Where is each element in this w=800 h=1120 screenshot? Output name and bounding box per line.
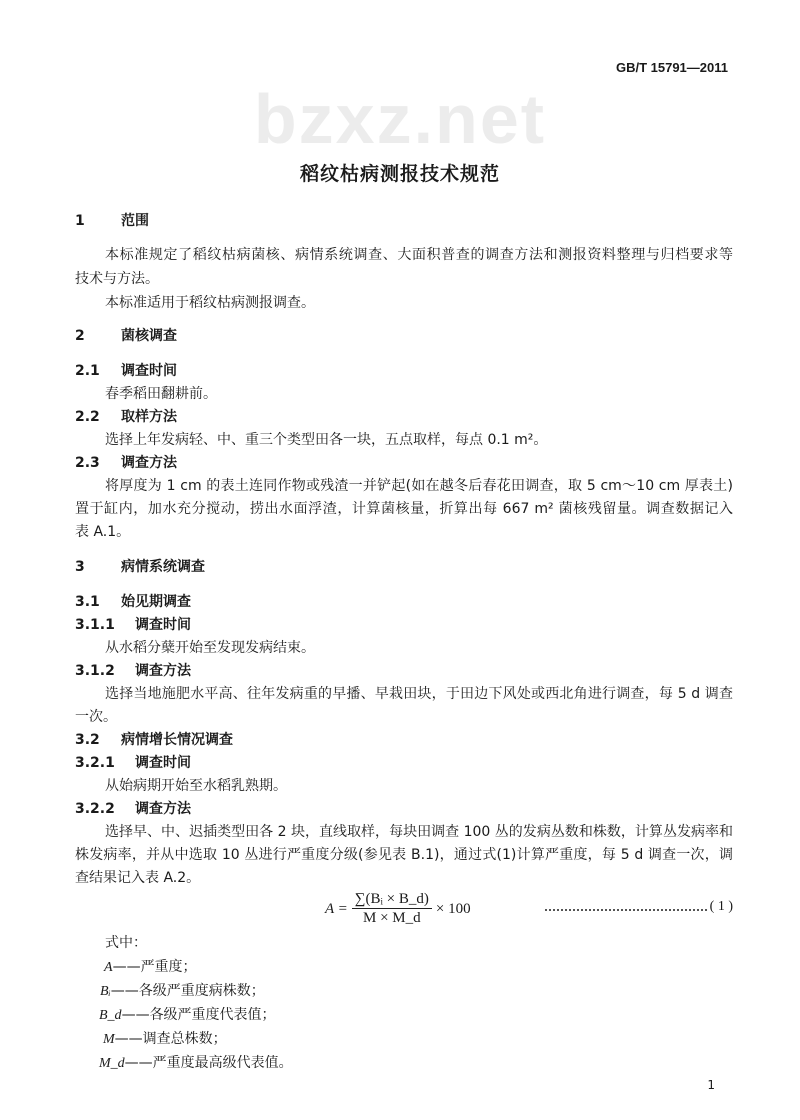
legend-item: B_d——各级严重度代表值； xyxy=(99,1007,276,1023)
legend-item: A——严重度； xyxy=(104,959,197,975)
legend-item: Bᵢ——各级严重度病株数； xyxy=(100,983,265,999)
paragraph: 本标准适用于稻纹枯病测报调查。 xyxy=(105,295,315,311)
standard-number: GB/T 15791—2011 xyxy=(615,60,728,75)
section-3-1-2-heading: 3.1.2 调查方法 xyxy=(75,663,191,679)
legend-intro: 式中： xyxy=(105,935,147,951)
paragraph: 从水稻分蘖开始至发现发病结束。 xyxy=(105,640,315,656)
section-3-1-1-heading: 3.1.1 调查时间 xyxy=(75,617,191,633)
legend-item: M_d——严重度最高级代表值。 xyxy=(99,1055,293,1071)
section-3-1-heading: 3.1 始见期调查 xyxy=(75,594,191,610)
section-2-1-heading: 2.1 调查时间 xyxy=(75,363,177,379)
section-3-2-1-heading: 3.2.1 调查时间 xyxy=(75,755,191,771)
paragraph: 选择上年发病轻、中、重三个类型田各一块，五点取样，每点 0.1 m²。 xyxy=(105,432,548,448)
section-3-heading: 3 病情系统调查 xyxy=(75,559,205,575)
paragraph: 一次。 xyxy=(75,709,117,725)
paragraph: 表 A.1。 xyxy=(75,524,131,540)
paragraph: 春季稻田翻耕前。 xyxy=(105,386,217,402)
section-1-heading: 1 范围 xyxy=(75,213,149,229)
equation-number: ( 1 ) xyxy=(545,898,733,916)
paragraph: 将厚度为 1 cm 的表土连同作物或残渣一并铲起(如在越冬后春花田调查，取 5 cm～10 cm 厚表土) xyxy=(105,478,733,494)
paragraph: 选择当地施肥水平高、往年发病重的早播、早栽田块，于田边下风处或西北角进行调查，每 5 d 调查 xyxy=(105,686,733,702)
paragraph: 技术与方法。 xyxy=(75,271,159,287)
paragraph: 置于缸内，加水充分搅动，捞出水面浮渣，计算菌核量，折算出每 667 m² 菌核残留量。调查数据记入 xyxy=(75,501,733,517)
paragraph: 选择早、中、迟插类型田各 2 块，直线取样，每块田调查 100 丛的发病丛数和株数，计算丛发病率和 xyxy=(105,824,733,840)
paragraph: 本标准规定了稻纹枯病菌核、病情系统调查、大面积普查的调查方法和测报资料整理与归档要求等 xyxy=(105,247,733,263)
section-3-2-2-heading: 3.2.2 调查方法 xyxy=(75,801,191,817)
document-title: 稻纹枯病测报技术规范 xyxy=(299,163,500,185)
paragraph: 查结果记入表 A.2。 xyxy=(75,870,201,886)
paragraph: 株发病率，并从中选取 10 丛进行严重度分级(参见表 B.1)，通过式(1)计算严重度，每 5 d 调查一次，调 xyxy=(75,847,733,863)
legend-item: M——调查总株数； xyxy=(103,1031,227,1047)
paragraph: 从始病期开始至水稻乳熟期。 xyxy=(105,778,287,794)
watermark: bzxz.net xyxy=(253,80,547,158)
page-number: 1 xyxy=(707,1078,715,1092)
section-2-heading: 2 菌核调查 xyxy=(75,328,177,344)
section-2-3-heading: 2.3 调查方法 xyxy=(75,455,177,471)
section-2-2-heading: 2.2 取样方法 xyxy=(75,409,177,425)
section-3-2-heading: 3.2 病情增长情况调查 xyxy=(75,732,233,748)
severity-formula: A = $\frac{\text{∑(Bᵢ × B\_d)}}{M \times M\_d}$ × 100 xyxy=(325,891,471,926)
